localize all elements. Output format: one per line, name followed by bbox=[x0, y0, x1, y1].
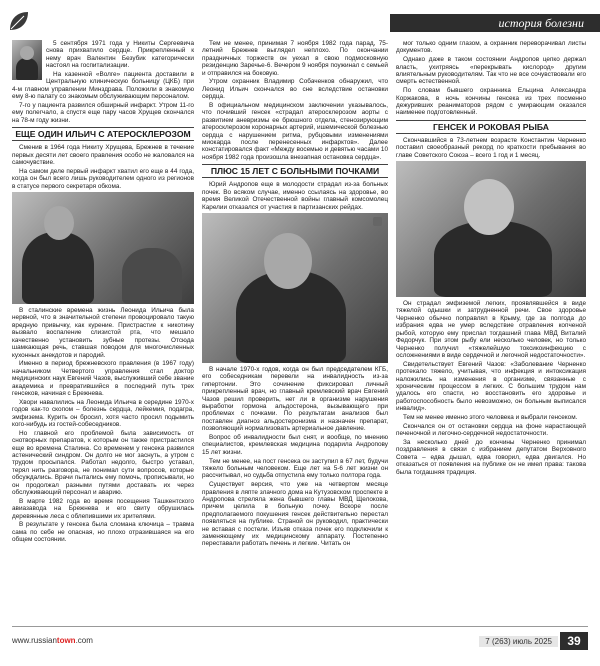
paragraph: По словам бывшего охранника Ельцина Александра Коржакова, в ночь кончины генсека из трех посменно дежуривших реаниматоров рядом с умирающим оказался наименее подготовленный. bbox=[396, 87, 586, 117]
paragraph: Но главной его проблемой была зависимость от снотворных препаратов, к которым он также пристрастился еще во времена Сталина. Со временем у генсека развился астенический синдром. Он долго не мог заснуть, а утром с трудом просыпался. Работал недолго, быстро уставал, терял нить разговора, не понимал сути вопросов, которые обсуждались. Врачи пытались ему помочь, прописывали, но он продолжал разными путями доставать их через обслуживающий персонал и аварию. bbox=[12, 429, 194, 496]
section-heading: ПЛЮС 15 ЛЕТ С БОЛЬНЫМИ ПОЧКАМИ bbox=[202, 164, 388, 178]
section-heading: ГЕНСЕК И РОКОВАЯ РЫБА bbox=[396, 120, 586, 134]
paragraph: Существует версия, что уже на четвертом месяце правления в ляпте злачного дома на Кутузовском проспекте в Андропова стреляла жена бывшего главы МВД Щелокова, причем целила в больную почку. Вскоре после предполагаемого покушения генсек действительно перестал появляться на публике. Страной он руководил, практически не вставая с постели. Изъяв отказа почек его подключили к заменяющему их медицинскому аппарату. Постепенно переставали работать печень и легкие. Читать он bbox=[202, 481, 388, 548]
section-title: история болезни bbox=[498, 16, 584, 30]
paragraph: Вопрос об инвалидности был снят, и вообще, по мнению специалистов, кремлевская медицина подарила Андропову 15 лет жизни. bbox=[202, 433, 388, 456]
paragraph: Тем не менее именно этого человека и выбрали генсеком. bbox=[403, 413, 578, 421]
pin-icon bbox=[373, 217, 382, 226]
leaf-logo-icon bbox=[6, 8, 32, 34]
paragraph: Тем не менее, на пост генсека он заступил в 67 лет, будучи тяжело больным человеком. Еще лет на 5-6 лет жизни он рассчитывал, но судьба отпустила ему только полтора года. bbox=[202, 457, 388, 480]
paragraph: Сменив в 1964 года Никиту Хрущева, Брежнев в течение первых десяти лет своего правления особо не жаловался на самочувствие. bbox=[12, 144, 194, 167]
page-number: 39 bbox=[560, 632, 588, 650]
paragraph: Скончавшийся в 73-летнем возрасте Константин Черненко поставил своеобразный рекорд по краткости пребывания во главе Советского Союза – всего 1 год и 1 месяц. bbox=[396, 136, 586, 159]
url-part: www.russian bbox=[12, 636, 57, 645]
paragraph: Однако даже в таком состоянии Андропов цепко держал власть, ухитряясь «перекрывать кислород» другим влиятельным руководителям. Так что не все сочувствовали его смерть естественной. bbox=[396, 56, 586, 86]
paragraph: В официальном медицинском заключении указывалось, что почивший генсек «страдал атеросклерозом аорты с развитием аневризмы ее брюшного отдела, стенозирующим атеросклерозом коронарных артерий, ишемической болезнью сердца с нарушением ритма, рубцовыми изменениями миокарда после перенесенных инфарктов». Далее констатировался факт «Между восемью и девятью часами 10 ноября 1982 года произошла внезапная остановка сердца». bbox=[202, 102, 388, 161]
paragraph: На самом деле первый инфаркт хватил его еще в 44 года, когда он был всего лишь руководителем одного из регионов в статусе первого секретаря обкома. bbox=[12, 167, 194, 190]
paragraph: В сталинские времена жизнь Леонида Ильича была нервной, что в значительной степени провоцировало такую вредную привычку, как курение. Пристрастие к никотину вызвало воспаление слизистой рта, что мешало качественно установить зубные протезы. Отсюда шамкающая речь, ставшая поводом для многочисленных кухонных анекдотов и пародий. bbox=[12, 307, 194, 359]
paragraph: В результате у генсека была сломана ключица – травма сама по себе не опасная, но плохо отразившаяся на его общем состоянии. bbox=[12, 521, 194, 544]
paragraph: Юрий Андропов еще в молодости страдал из-за больных почек. Во всяком случае, именно ссылаясь на здоровье, во время Великой Отечественной войны главный комсомолец Карелии отказался от участия в партизанских рейдах. bbox=[202, 181, 388, 211]
url-brand: town bbox=[56, 636, 76, 645]
photo-khrushchev bbox=[12, 40, 42, 80]
column-1 bbox=[12, 40, 194, 613]
paragraph: В начале 1970-х годов, когда он был председателем КГБ, его собеседникам перевели на инвалидность из-за гипертонии. Это сочинение фиксировал личный прикрепленный врач, но главный кремлевский врач Евгений Чазов решил проверить, нет ли в организме нарушения выработки гормона альдостерона, вызывающего при проблемах с почками. По результатам анализов был поставлен диагноз альдостеронизма и назначен препарат, позволяющий нормализовать артериальное давление. bbox=[202, 365, 388, 433]
paragraph: Утром охранник Владимир Собаченков обнаружил, что Леонид Ильич скончался во сне вследствие остановки сердца. bbox=[202, 78, 388, 101]
paragraph: 5 сентября 1971 года у Никиты Сергеевича снова прихватило сердце. Прикрепленный к нему врач Валентин Безубик категорически настоял на госпитализации. bbox=[46, 40, 194, 70]
paragraph: Скончался он от остановки сердца на фоне нарастающей печеночной и легочно-сердечной недостаточности. bbox=[396, 422, 586, 438]
photo-andropov bbox=[202, 213, 388, 363]
page-header bbox=[0, 0, 600, 40]
page-footer bbox=[0, 626, 600, 666]
paragraph: мог только одним глазом, а охранник переворачивал листы документов. bbox=[396, 40, 586, 55]
site-url[interactable] bbox=[12, 636, 93, 645]
photo-brezhnev bbox=[12, 192, 194, 304]
photo-chernenko bbox=[396, 161, 586, 297]
paragraph: На казенной «Волге» пациента доставили в Центральную клиническую больницу (ЦКБ) при 4-м главном управлении Минздрава. Положили в знакомую ему 8-ю палату со знакомым обслуживающим персоналом. bbox=[12, 71, 194, 101]
column-2 bbox=[202, 40, 388, 613]
paragraph: Он страдал эмфиземой легких, проявлявшейся в виде тяжелой одышки и затрудненной речи. Свое здоровье Черненко обычно поправлял в Крыму, где за полгода до избрания едва не умер вследствие отравления копченой рыбой, которую ему прислал тогдашний глава МВД Виталий Федорчук. При этом рыбу ели несколько человек, но только Черненко получил «тяжелейшую токсикоинфекцию с осложнениями в виде сердечной и легочной недостаточности». bbox=[396, 300, 586, 359]
paragraph: Тем не менее, принимая 7 ноября 1982 года парад, 75-летний Брежнев выглядел неплохо. По окончании праздничных торжеств он уехал в свою подмосковную резиденцию Заречье-6. Вечером 9 ноября поужинал с семьей и отправился на боковую. bbox=[202, 40, 388, 77]
column-3 bbox=[396, 40, 586, 613]
issue-label: 7 (263) июль 2025 bbox=[479, 636, 558, 647]
section-heading: ЕЩЕ ОДИН ИЛЬИЧ С АТЕРОСКЛЕРОЗОМ bbox=[12, 127, 194, 141]
paragraph: В марте 1982 года во время посещения Ташкентского авиазавода на Брежнева и его свиту обрушилась деревянные леса с облепившими их зрителями. bbox=[12, 497, 194, 520]
paragraph: Хвори навалились на Леонида Ильича в середине 1970-х годов как-то скопом – болезнь сердца, лейкемия, подагра, эмфизема. Курить он бросил, хотя часто просил подымить кого-нибудь из гостей-собеседников. bbox=[12, 398, 194, 428]
footer-divider bbox=[12, 626, 588, 627]
paragraph: За несколько дней до кончины Черненко принимал поздравления в связи с избранием депутатом Верховного Совета – едва дышал, едва говорил, едва двигался. Но отказаться от появления на публике он не имел права: такова была тогдашняя традиция. bbox=[396, 438, 586, 476]
url-part: .com bbox=[75, 636, 93, 645]
paragraph: Именно в период брежневского правления (в 1967 году) начальником Четвертого управления стал доктор медицинских наук Евгений Чазов, выслуживший себе звание академика и превратившийся в последний путь трех генсеков, начиная с Брежнева. bbox=[12, 360, 194, 397]
paragraph: 7-го у пациента развился обширный инфаркт. Утром 11-го ему полегчало, а спустя еще пару часов Хрущев скончался на 78-м году жизни. bbox=[12, 102, 194, 124]
paragraph: Свидетельствует Евгений Чазов: «Заболевание Черненко протекало тяжело, учитывая, что инфекция и интоксикация наложились на изменения в организме, связанные с хроническим процессом в легких. С большим трудом нам удалось его спасти, но восстановить его здоровье и работоспособность было невозможно, он больным выписался инвалид». bbox=[396, 360, 586, 413]
